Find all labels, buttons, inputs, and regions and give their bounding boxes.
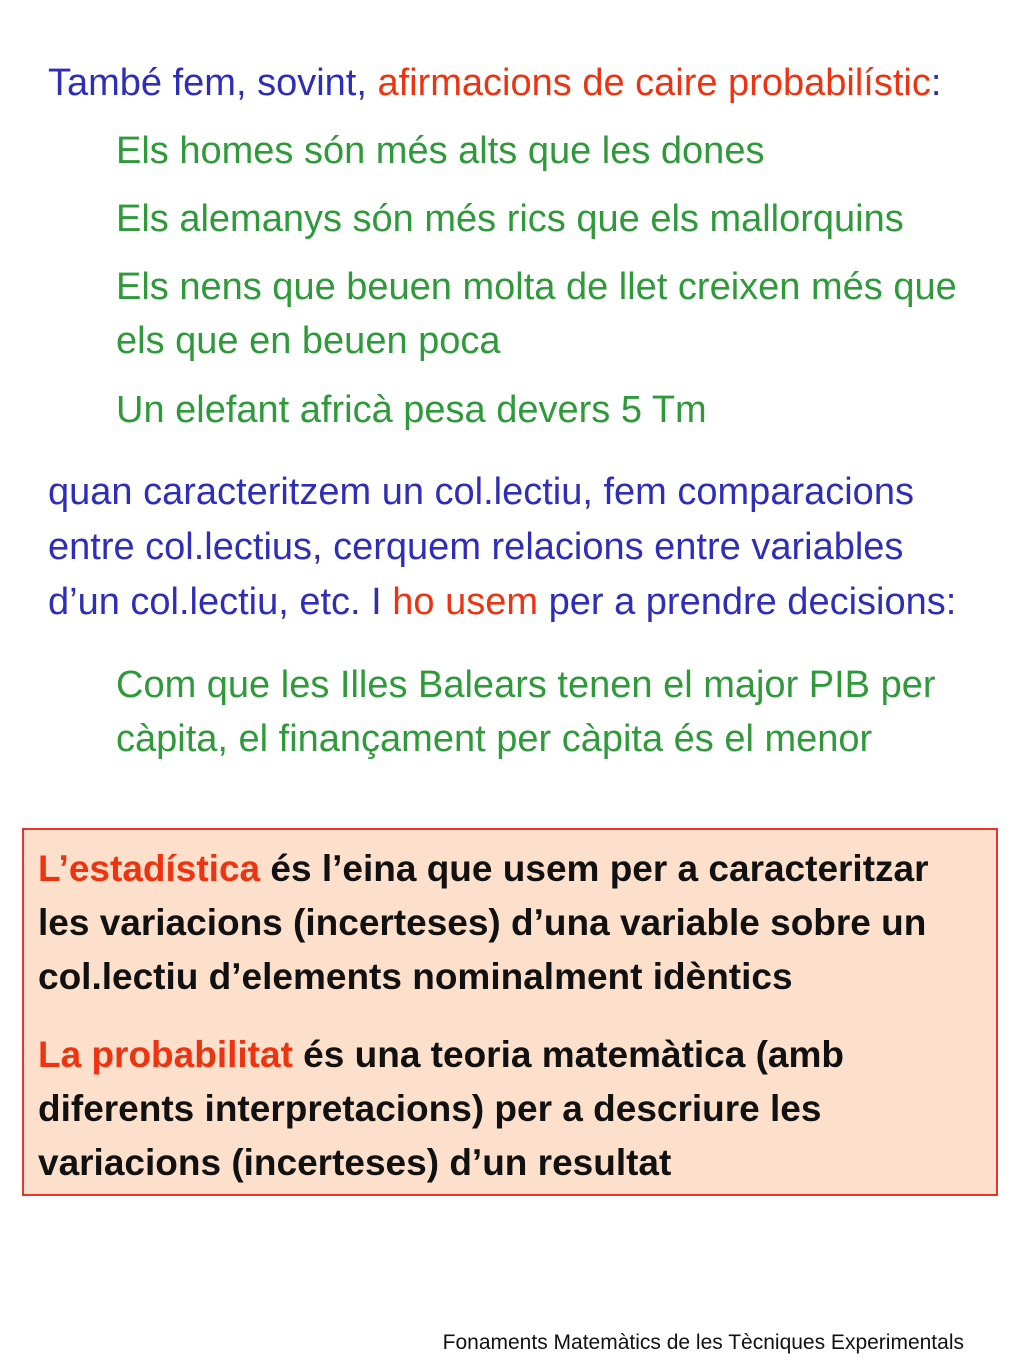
paragraph-line3-highlight: ho usem (392, 581, 539, 623)
paragraph-line3-suffix: per a prendre decisions: (538, 581, 957, 623)
example-heights (116, 124, 764, 178)
probability-line3: variacions (incerteses) d’un resultat (38, 1142, 672, 1183)
intro-prefix: També fem, sovint, (48, 62, 378, 104)
example-balearic-line2: càpita, el finançament per càpita és el menor (116, 718, 873, 760)
paragraph-line1: quan caracteritzem un col.lectiu, fem comparacions (48, 471, 914, 513)
example-elephant (116, 383, 707, 437)
intro-highlight: afirmacions de caire probabilístic (377, 62, 931, 104)
intro-suffix: : (930, 62, 942, 104)
example-wealth-text: Els alemanys són més rics que els mallorquins (116, 198, 904, 240)
intro-heading (48, 56, 941, 110)
example-heights-text: Els homes són més alts que les dones (116, 130, 765, 172)
example-milk-line1: Els nens que beuen molta de llet creixen més que (116, 266, 957, 308)
statistics-term: L’estadística (38, 848, 261, 889)
example-elephant-text: Un elefant africà pesa devers 5 Tm (116, 389, 707, 431)
collective-paragraph (48, 465, 978, 630)
example-balearic-line1: Com que les Illes Balears tenen el major PIB per (116, 664, 936, 706)
definitions-box (22, 828, 998, 1196)
example-wealth (116, 192, 904, 246)
paragraph-line3-prefix: d’un col.lectiu, etc. I (48, 581, 393, 623)
probability-term: La probabilitat (38, 1034, 293, 1075)
probability-line2: diferents interpretacions) per a descriure les (38, 1088, 822, 1129)
statistics-line2: les variacions (incerteses) d’una variable sobre un (38, 902, 927, 943)
probability-definition (38, 1028, 982, 1190)
statistics-definition (38, 842, 982, 1004)
statistics-rest-line1: és l’eina que usem per a caracteritzar (260, 848, 929, 889)
example-milk-line2: els que en beuen poca (116, 320, 501, 362)
statistics-line3: col.lectiu d’elements nominalment idèntics (38, 956, 793, 997)
course-footer: Fonaments Matemàtics de les Tècniques Experimentals (442, 1331, 964, 1354)
paragraph-line2: entre col.lectius, cerquem relacions entre variables (48, 526, 904, 568)
example-balearic (116, 658, 936, 766)
probability-rest-line1: és una teoria matemàtica (amb (292, 1034, 845, 1075)
paragraph-line3 (48, 575, 978, 630)
example-milk (116, 260, 957, 368)
